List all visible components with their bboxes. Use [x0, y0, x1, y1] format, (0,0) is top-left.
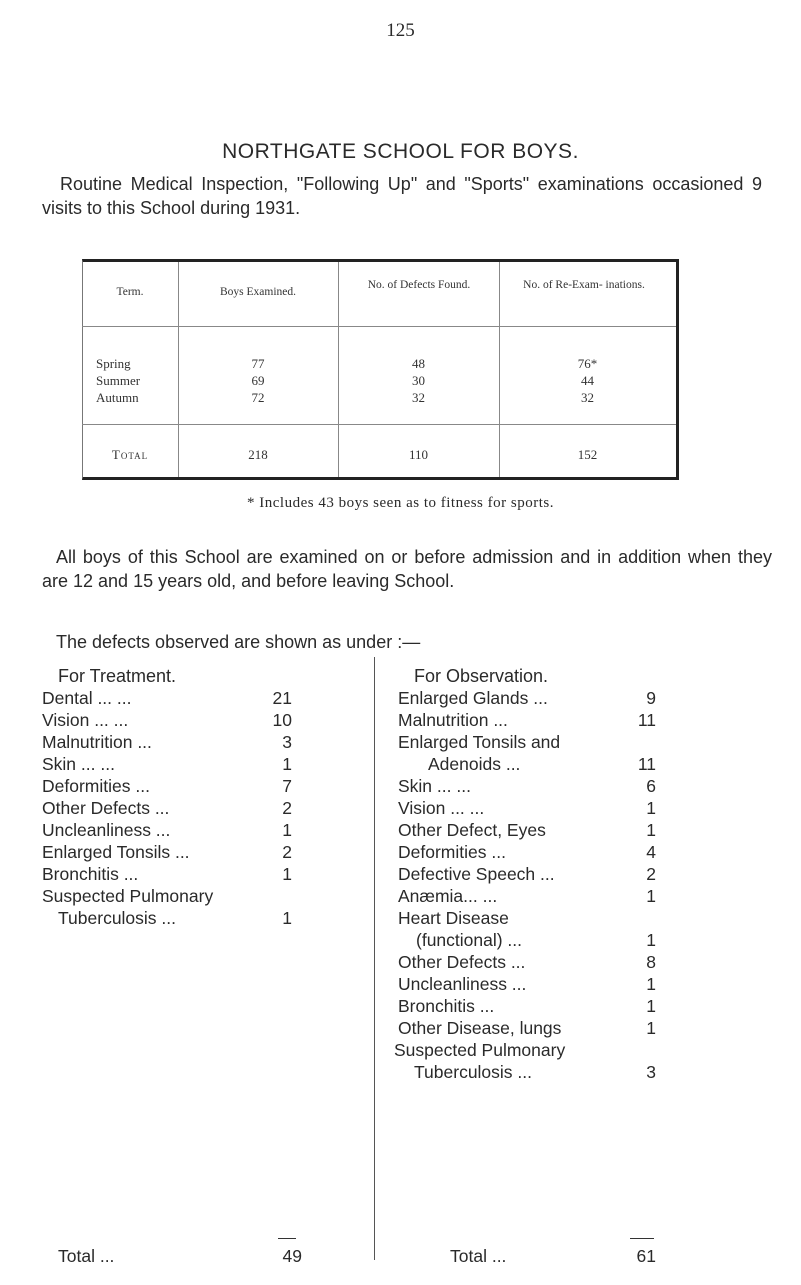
total-row-reexam: 152 [577, 447, 598, 462]
total-rule [278, 1238, 296, 1239]
intro-paragraph: Routine Medical Inspection, "Following Up" and "Sports" examinations occasioned 9 visits to this School during 1931. [42, 174, 762, 218]
table-row-boys: 69 [251, 373, 265, 388]
list-item [42, 710, 292, 732]
list-item [416, 930, 656, 952]
list-item [398, 864, 656, 886]
observation-list [394, 688, 668, 1088]
item-value: 11 [637, 754, 656, 774]
list-item [398, 996, 656, 1018]
item-value: 1 [282, 908, 292, 928]
total-label: Total ... [450, 1246, 507, 1266]
treatment-heading: For Treatment. [58, 666, 177, 686]
total-row-label: Total [111, 447, 149, 462]
item-label: Bronchitis ... [398, 996, 495, 1016]
list-item [42, 688, 292, 710]
item-value: 10 [272, 710, 292, 730]
item-value: 3 [646, 1062, 656, 1082]
item-value: 1 [282, 754, 292, 774]
item-label: Vision ... ... [42, 710, 129, 730]
item-value: 3 [282, 732, 292, 752]
table-footnote: * Includes 43 boys seen as to fitness for sports. [247, 495, 554, 511]
item-value: 1 [646, 930, 656, 950]
admission-paragraph: All boys of this School are examined on or before admission and in addition when they are 12 and 15 years old, and before leaving School. [42, 547, 772, 591]
list-item [42, 864, 292, 886]
list-item [398, 710, 656, 732]
table-row-defects: 32 [412, 390, 425, 405]
list-item [398, 820, 656, 842]
item-value: 1 [282, 820, 292, 840]
header-defects-found: No. of Defects Found. [367, 279, 471, 291]
item-label: Other Defects ... [42, 798, 170, 818]
list-item [42, 842, 292, 864]
list-item [398, 952, 656, 974]
item-label: Defective Speech ... [398, 864, 555, 884]
table-row-boys: 72 [251, 390, 265, 405]
observation-heading: For Observation. [414, 666, 549, 686]
header-boys-examined: Boys Examined. [219, 286, 297, 298]
total-row-boys: 218 [248, 447, 268, 462]
total-row-defects: 110 [408, 447, 429, 462]
observation-total [450, 1246, 656, 1268]
header-divider [82, 326, 676, 327]
list-item [42, 886, 292, 908]
item-label: Enlarged Glands ... [398, 688, 548, 708]
list-item [398, 732, 656, 754]
item-label: Deformities ... [42, 776, 150, 796]
item-value: 1 [646, 974, 656, 994]
list-item [398, 908, 656, 930]
list-item [398, 776, 656, 798]
list-item [428, 754, 656, 776]
table-row-boys: 77 [251, 356, 265, 371]
item-label: Malnutrition ... [398, 710, 508, 730]
item-label: Enlarged Tonsils ... [42, 842, 190, 862]
item-label: Enlarged Tonsils and [398, 732, 561, 752]
table-row-defects: 48 [412, 356, 425, 371]
list-item [398, 688, 656, 710]
item-label: Suspected Pulmonary [394, 1040, 566, 1060]
item-value: 2 [646, 864, 656, 884]
item-value: 6 [646, 776, 656, 796]
total-value: 49 [282, 1246, 302, 1266]
item-label: Deformities ... [398, 842, 506, 862]
item-value: 4 [646, 842, 656, 862]
item-label: (functional) ... [416, 930, 523, 950]
table-row-reexam: 32 [581, 390, 594, 405]
table-row-term: Spring [96, 356, 131, 371]
list-item [414, 1062, 656, 1084]
total-divider [82, 424, 676, 425]
total-label: Total ... [58, 1246, 115, 1266]
table-row-term: Autumn [96, 390, 139, 405]
list-item [42, 820, 292, 842]
list-item [394, 1040, 656, 1062]
item-label: Uncleanliness ... [42, 820, 171, 840]
item-label: Adenoids ... [428, 754, 521, 774]
item-value: 2 [282, 798, 292, 818]
list-item [398, 842, 656, 864]
table-row-defects: 30 [412, 373, 425, 388]
item-label: Tuberculosis ... [414, 1062, 533, 1082]
item-value: 1 [646, 996, 656, 1016]
list-item [42, 798, 292, 820]
defects-intro: The defects observed are shown as under :— [56, 632, 421, 652]
header-term: Term. [116, 286, 144, 298]
list-item [58, 908, 292, 930]
item-label: Vision ... ... [398, 798, 485, 818]
item-value: 1 [282, 864, 292, 884]
item-label: Tuberculosis ... [58, 908, 177, 928]
item-value: 1 [646, 798, 656, 818]
list-item [398, 798, 656, 820]
item-label: Other Defect, Eyes [398, 820, 546, 840]
header-re-examinations: No. of Re-Exam- inations. [523, 279, 645, 291]
page-title: NORTHGATE SCHOOL FOR BOYS. [222, 140, 579, 163]
item-label: Bronchitis ... [42, 864, 139, 884]
item-label: Other Disease, lungs [398, 1018, 562, 1038]
inspection-table [82, 259, 679, 480]
list-item [42, 776, 292, 798]
item-value: 9 [646, 688, 656, 708]
item-label: Uncleanliness ... [398, 974, 527, 994]
table-row-reexam: 76* [577, 356, 598, 371]
list-item [398, 974, 656, 996]
item-label: Anæmia... ... [398, 886, 498, 906]
total-rule [630, 1238, 654, 1239]
item-value: 1 [646, 886, 656, 906]
page-number: 125 [386, 20, 415, 41]
column-divider [374, 657, 375, 1260]
treatment-total [58, 1246, 302, 1268]
list-item [42, 732, 292, 754]
item-label: Skin ... ... [398, 776, 471, 796]
table-row-term: Summer [96, 373, 141, 388]
item-value: 1 [646, 1018, 656, 1038]
total-value: 61 [636, 1246, 656, 1266]
item-value: 2 [282, 842, 292, 862]
table-row-reexam: 44 [581, 373, 594, 388]
item-value: 21 [272, 688, 292, 708]
item-value: 1 [646, 820, 656, 840]
list-item [398, 1018, 656, 1040]
item-value: 11 [637, 710, 656, 730]
list-item [398, 886, 656, 908]
item-label: Heart Disease [398, 908, 509, 928]
item-label: Suspected Pulmonary [42, 886, 214, 906]
item-label: Skin ... ... [42, 754, 115, 774]
item-value: 7 [282, 776, 292, 796]
item-label: Malnutrition ... [42, 732, 152, 752]
item-label: Other Defects ... [398, 952, 526, 972]
treatment-list [42, 688, 302, 938]
item-value: 8 [646, 952, 656, 972]
list-item [42, 754, 292, 776]
item-label: Dental ... ... [42, 688, 132, 708]
